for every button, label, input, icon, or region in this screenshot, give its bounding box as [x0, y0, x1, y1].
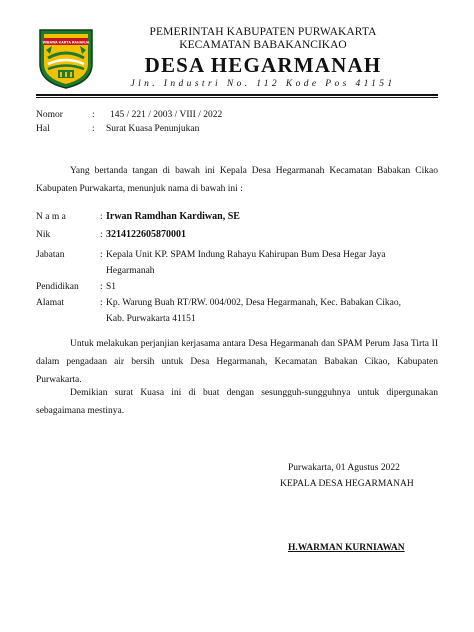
letterhead-government: PEMERINTAH KABUPATEN PURWAKARTA: [149, 26, 377, 38]
field-value: Kp. Warung Buah RT/RW. 004/002, Desa Hegarmanah, Kec. Babakan Cikao, Kab. Purwakarta 41151: [106, 298, 401, 324]
field-colon: :: [100, 250, 103, 260]
purwakarta-logo-icon: [36, 24, 96, 90]
hal-value: Surat Kuasa Penunjukan: [106, 124, 200, 134]
field-colon: :: [100, 230, 103, 240]
letterhead-divider-thin: [36, 97, 438, 98]
hal-colon: :: [92, 124, 95, 134]
field-colon: :: [100, 212, 103, 222]
field-label: N a m a: [36, 212, 66, 222]
letterhead-village: DESA HEGARMANAH: [144, 53, 382, 77]
field-colon: :: [100, 298, 103, 308]
letterhead: [98, 26, 428, 91]
nomor-colon: :: [92, 110, 95, 120]
signature-place-date: Purwakarta, 01 Agustus 2022: [288, 463, 400, 473]
nomor-value: 145 / 221 / 2003 / VIII / 2022: [110, 110, 223, 120]
field-label: Jabatan: [36, 250, 65, 260]
field-value: 3214122605870001: [106, 229, 186, 240]
hal-label: Hal: [36, 124, 50, 134]
field-label: Pendidikan: [36, 282, 79, 292]
intro-paragraph: Yang bertanda tangan di bawah ini Kepala Desa Hegarmanah Kecamatan Babakan Cikao Kabupaten Purwakarta, menunjuk nama di bawah ini :: [36, 166, 438, 194]
body-paragraph-1: Untuk melakukan perjanjian kerjasama antara Desa Hegarmanah dan SPAM Perum Jasa Tirta II dalam pengadaan air bersih untuk Desa Hegarmanah, Kecamatan Babakan Cikao, Kabupaten Purwakarta.: [36, 339, 438, 385]
field-value: Kepala Unit KP. SPAM Indung Rahayu Kahirupan Bum Desa Hegar Jaya Hegarmanah: [106, 250, 386, 276]
field-value: S1: [106, 282, 117, 292]
field-colon: :: [100, 282, 103, 292]
body-paragraph-2: Demikian surat Kuasa ini di buat dengan sesungguh-sungguhnya untuk dipergunakan sebagaimana mestinya.: [36, 388, 438, 416]
signature-name: H.WARMAN KURNIAWAN: [288, 543, 405, 553]
signature-title: KEPALA DESA HEGARMANAH: [280, 479, 414, 489]
nomor-label: Nomor: [36, 110, 63, 120]
letterhead-district: KECAMATAN BABAKANCIKAO: [179, 39, 347, 51]
field-value: Irwan Ramdhan Kardiwan, SE: [106, 211, 240, 222]
field-label: Nik: [36, 230, 51, 240]
letterhead-divider: [36, 94, 438, 96]
logo-banner-text: WIBAWA KARTA RAHARJA: [42, 40, 90, 45]
letterhead-address: Jln. Industri No. 112 Kode Pos 41151: [130, 79, 396, 89]
field-label: Alamat: [36, 298, 64, 308]
